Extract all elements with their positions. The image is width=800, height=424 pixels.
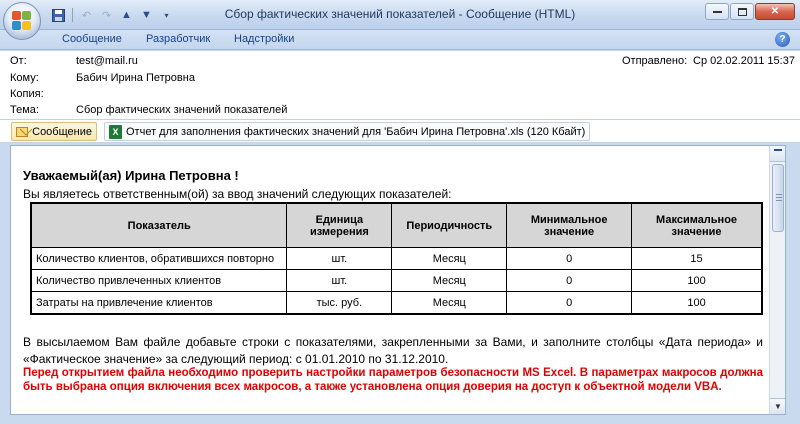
table-header-row [32, 204, 762, 248]
down-arrow-icon[interactable]: ▼ [141, 9, 152, 21]
message-tab-label: Сообщение [32, 125, 92, 138]
column-header: Максимальное значение [632, 204, 762, 248]
table-row [32, 292, 762, 314]
from-label: От: [10, 55, 27, 67]
message-header [0, 51, 800, 119]
table-cell: тыс. руб. [287, 292, 392, 314]
subject-label: Тема: [10, 104, 39, 116]
greeting: Уважаемый(ая) Ирина Петровна ! [23, 168, 239, 183]
to-row [0, 70, 800, 87]
message-tab-button[interactable] [11, 122, 97, 141]
ribbon-tabs [0, 30, 800, 50]
attachment-file[interactable] [104, 122, 590, 141]
excel-file-icon: X [109, 125, 122, 139]
help-icon[interactable]: ? [775, 32, 790, 47]
table-row [32, 270, 762, 292]
column-header: Единица измерения [287, 204, 392, 248]
scroll-down-button[interactable]: ▼ [770, 398, 786, 414]
scroll-split-icon [774, 149, 782, 151]
table-cell: Месяц [392, 248, 507, 270]
attachment-bar [0, 119, 800, 143]
subject-row [0, 102, 800, 119]
table-cell: Затраты на привлечение клиентов [32, 292, 287, 314]
envelope-icon [16, 127, 28, 137]
up-arrow-icon[interactable]: ▲ [121, 9, 132, 21]
to-value[interactable]: Бабич Ирина Петровна [76, 72, 195, 84]
minimize-button[interactable] [705, 3, 729, 20]
table-cell: Месяц [392, 292, 507, 314]
table-cell: Количество клиентов, обратившихся повторно [32, 248, 287, 270]
table-cell: 0 [507, 270, 632, 292]
redo-icon[interactable]: ↷ [101, 9, 112, 22]
customize-icon[interactable]: ▾ [164, 10, 169, 20]
table-cell: 0 [507, 292, 632, 314]
tab-message[interactable]: Сообщение [62, 33, 122, 45]
grip-line [776, 200, 782, 201]
message-body[interactable] [10, 145, 786, 415]
table-cell: 100 [632, 270, 762, 292]
sent-label: Отправлено: [622, 55, 688, 67]
table-cell: шт. [287, 270, 392, 292]
table-cell: Количество привлеченных клиентов [32, 270, 287, 292]
grip-line [776, 197, 782, 198]
window-controls [705, 3, 795, 20]
table-cell: 0 [507, 248, 632, 270]
table-cell: Месяц [392, 270, 507, 292]
warning-text: Перед открытием файла необходимо проверить настройки параметров безопасности MS Excel. В параметрах макросов должна быть выбрана опция включения всех макросов, а также установлена опция доверия на доступ к объектной модели VBA. [23, 367, 763, 393]
undo-icon[interactable]: ↶ [81, 9, 92, 22]
instructions-text: В высылаемом Вам файле добавьте строки с показателями, закрепленными за Вами, и заполните столбцы «Дата периода» и «Фактическое значение» за следующий период: с 01.01.2010 по 31.12.2010. [23, 335, 763, 366]
scroll-thumb[interactable] [772, 164, 784, 232]
scroll-up-button[interactable] [770, 146, 786, 162]
vertical-scrollbar[interactable] [769, 146, 785, 414]
close-button[interactable]: ✕ [755, 3, 795, 20]
office-button[interactable] [3, 2, 41, 40]
grip-line [776, 194, 782, 195]
table-cell: шт. [287, 248, 392, 270]
maximize-button[interactable] [730, 3, 754, 20]
subject-value: Сбор фактических значений показателей [76, 104, 288, 116]
to-label: Кому: [10, 72, 39, 84]
office-logo-icon [12, 11, 32, 31]
column-header: Минимальное значение [507, 204, 632, 248]
window-title: Сбор фактических значений показателей - Сообщение (HTML) [224, 7, 576, 21]
column-header: Показатель [32, 204, 287, 248]
column-header: Периодичность [392, 204, 507, 248]
tab-addins[interactable]: Надстройки [234, 33, 295, 45]
table-cell: 15 [632, 248, 762, 270]
attachment-file-label: Отчет для заполнения фактических значений для 'Бабич Ирина Петровна'.xls (120 Кбайт) [126, 125, 586, 138]
title-bar [0, 0, 800, 30]
cc-label: Копия: [10, 88, 44, 100]
sent-value: Ср 02.02.2011 15:37 [693, 55, 795, 67]
indicators-table [31, 203, 762, 314]
table-cell: 100 [632, 292, 762, 314]
intro-text: Вы являетесь ответственным(ой) за ввод значений следующих показателей: [23, 187, 452, 201]
cc-row [0, 86, 800, 103]
from-value[interactable]: test@mail.ru [76, 55, 138, 67]
tab-developer[interactable]: Разработчик [146, 33, 211, 45]
table-row [32, 248, 762, 270]
from-row [0, 53, 800, 70]
